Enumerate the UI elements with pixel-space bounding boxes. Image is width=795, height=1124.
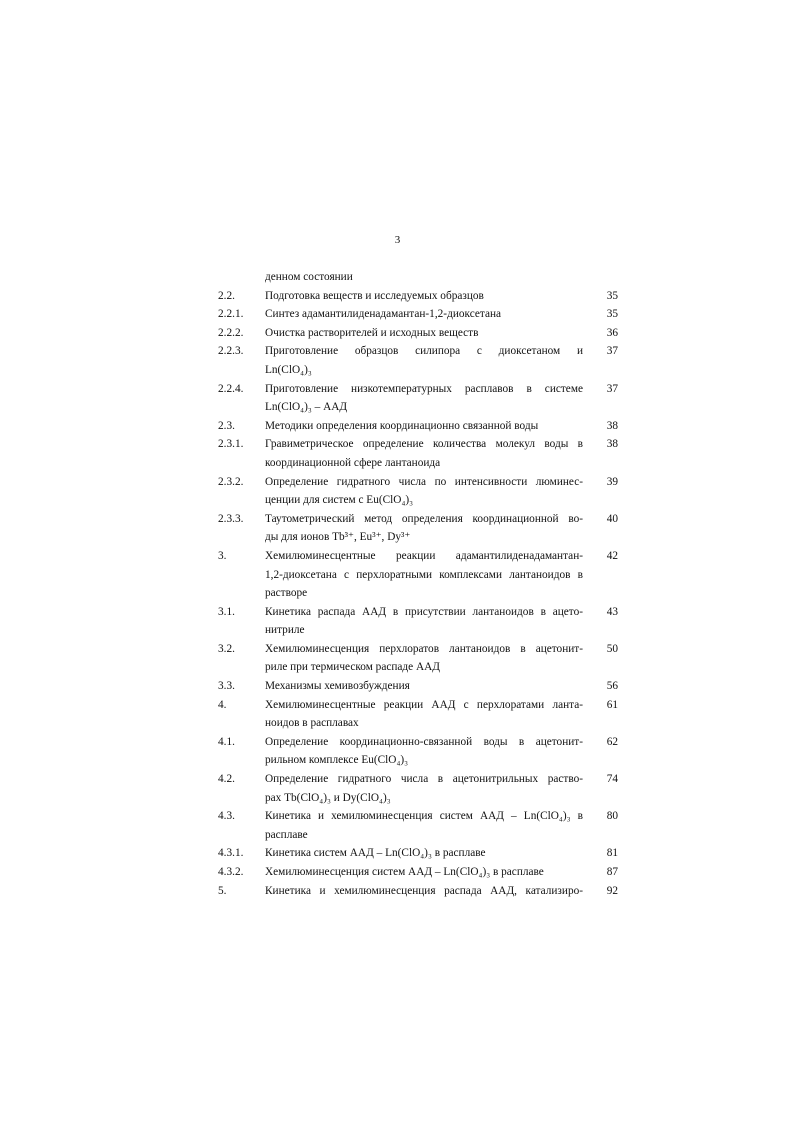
toc-entry-title: Кинетика и хемилюминесценция распада ААД, катализиро- xyxy=(265,884,583,897)
toc-entry xyxy=(218,770,618,807)
toc-entry xyxy=(218,342,618,379)
toc-entry-number: 2.3.1. xyxy=(218,438,244,451)
toc-entry-number: 4.3.1. xyxy=(218,847,244,860)
toc-entry-page: 36 xyxy=(606,326,618,339)
toc-entry-number: 2.2.2. xyxy=(218,326,244,339)
toc-entry-number: 3. xyxy=(218,549,227,562)
toc-entry-title: Подготовка веществ и исследуемых образцов xyxy=(265,289,484,302)
toc-entry xyxy=(218,287,618,306)
toc-entry xyxy=(218,733,618,770)
toc-entry xyxy=(218,696,618,733)
toc-entry-page: 81 xyxy=(606,847,618,860)
toc-entry xyxy=(218,863,618,882)
toc-entry-title: Хемилюминесценция перхлоратов лантаноидов в ацетонит- риле при термическом распаде ААД xyxy=(265,642,583,674)
toc-entry xyxy=(218,305,618,324)
toc-entry-page: 35 xyxy=(606,308,618,321)
toc-entry-number: 4.2. xyxy=(218,773,235,786)
toc-entry-number: 3.3. xyxy=(218,680,235,693)
toc-entry xyxy=(218,417,618,436)
toc-entry-number: 3.1. xyxy=(218,605,235,618)
toc-entry xyxy=(218,640,618,677)
toc-entry-page: 61 xyxy=(606,698,618,711)
toc-entry xyxy=(218,844,618,863)
toc-entry-page: 56 xyxy=(606,680,618,693)
toc-entry xyxy=(218,510,618,547)
toc-entry xyxy=(218,324,618,343)
toc-entry-page: 38 xyxy=(606,438,618,451)
toc-entry-number: 5. xyxy=(218,884,227,897)
toc-entry-title: Хемилюминесцентные реакции ААД с перхлоратами ланта- ноидов в расплавах xyxy=(265,698,583,730)
toc-entry-page: 42 xyxy=(606,549,618,562)
toc-entry-title: Механизмы хемивозбуждения xyxy=(265,680,410,693)
toc-entry-number: 3.2. xyxy=(218,642,235,655)
toc-entry-number: 2.2.4. xyxy=(218,382,244,395)
toc-entry-page: 43 xyxy=(606,605,618,618)
toc-entry-title: Таутометрический метод определения координационной во- ды для ионов Tb³⁺, Eu³⁺, Dy³⁺ xyxy=(265,512,583,544)
toc-entry-title: Кинетика систем ААД – Ln(ClO₄)₃ в расплаве xyxy=(265,847,486,860)
toc-entry-title: Приготовление низкотемпературных расплавов в системе Ln(ClO₄)₃ – ААД xyxy=(265,382,583,414)
toc-entry-title: денном состоянии xyxy=(265,271,353,283)
toc-entry-page: 35 xyxy=(606,289,618,302)
toc-entry xyxy=(218,380,618,417)
toc-entry-number: 4.3. xyxy=(218,810,235,823)
toc-entry-page: 39 xyxy=(606,475,618,488)
toc-entry-title: Синтез адамантилиденадамантан-1,2-диоксетана xyxy=(265,308,502,321)
toc-entry-title: Очистка растворителей и исходных веществ xyxy=(265,326,479,339)
toc-entry-title: Кинетика распада ААД в присутствии лантаноидов в ацето- нитриле xyxy=(265,605,583,637)
toc-entry-number: 2.2.3. xyxy=(218,345,244,358)
toc-entry-title: Методики определения координационно связанной воды xyxy=(265,419,539,432)
toc-entry xyxy=(218,547,618,603)
toc-entry-number: 2.2.1. xyxy=(218,308,244,321)
toc-entry-title: Определение гидратного числа в ацетонитрильных раство- рах Tb(ClO₄)₃ и Dy(ClO₄)₃ xyxy=(265,773,583,804)
toc-entry-title: Приготовление образцов силипора с диоксетаном и Ln(ClO₄)₃ xyxy=(265,345,583,376)
toc-entry-number: 2.3.2. xyxy=(218,475,244,488)
toc-entry-page: 50 xyxy=(606,642,618,655)
toc-entry-number: 4.1. xyxy=(218,735,235,748)
toc-entry-title: Кинетика и хемилюминесценция систем ААД – Ln(ClO₄)₃ в расплаве xyxy=(265,810,583,841)
toc-entry-page: 38 xyxy=(606,419,618,432)
toc-entry-page: 40 xyxy=(606,512,618,525)
toc-entry xyxy=(218,603,618,640)
toc-entry xyxy=(218,435,618,472)
toc-entry-number: 4. xyxy=(218,698,227,711)
toc-entry-page: 92 xyxy=(606,884,618,897)
toc-entry-number: 2.2. xyxy=(218,289,235,302)
toc-entry-title: Определение координационно-связанной воды в ацетонит- рильном комплексе Eu(ClO₄)₃ xyxy=(265,735,583,767)
toc-entry-page: 62 xyxy=(606,735,618,748)
toc-entry-page: 74 xyxy=(606,773,618,786)
toc-entry xyxy=(218,677,618,696)
toc-entry-page: 37 xyxy=(606,345,618,358)
toc-entry-title: Гравиметрическое определение количества молекул воды в координационной сфере лантаноида xyxy=(265,438,583,469)
toc-entry xyxy=(218,807,618,844)
toc-entry-title: Хемилюминесцентные реакции адамантилиденадамантан- 1,2-диоксетана с перхлоратными комплексами лантаноидов в растворе xyxy=(265,549,583,600)
toc-entry xyxy=(218,473,618,510)
toc-entry xyxy=(218,268,618,287)
toc-entry-page: 87 xyxy=(606,866,618,878)
toc-entry-title: Определение гидратного числа по интенсивности люминес- ценции для систем с Eu(ClO₄)₃ xyxy=(265,475,583,507)
toc-entry-title: Хемилюминесценция систем ААД – Ln(ClO₄)₃ в расплаве xyxy=(265,866,544,878)
table-of-contents xyxy=(218,268,618,900)
toc-entry-number: 2.3. xyxy=(218,419,235,432)
toc-entry-page: 80 xyxy=(606,810,618,823)
toc-entry-page: 37 xyxy=(606,382,618,395)
toc-entry-number: 2.3.3. xyxy=(218,512,244,525)
toc-entry-number: 4.3.2. xyxy=(218,866,244,878)
toc-entry xyxy=(218,882,618,901)
page-number: 3 xyxy=(394,234,401,246)
